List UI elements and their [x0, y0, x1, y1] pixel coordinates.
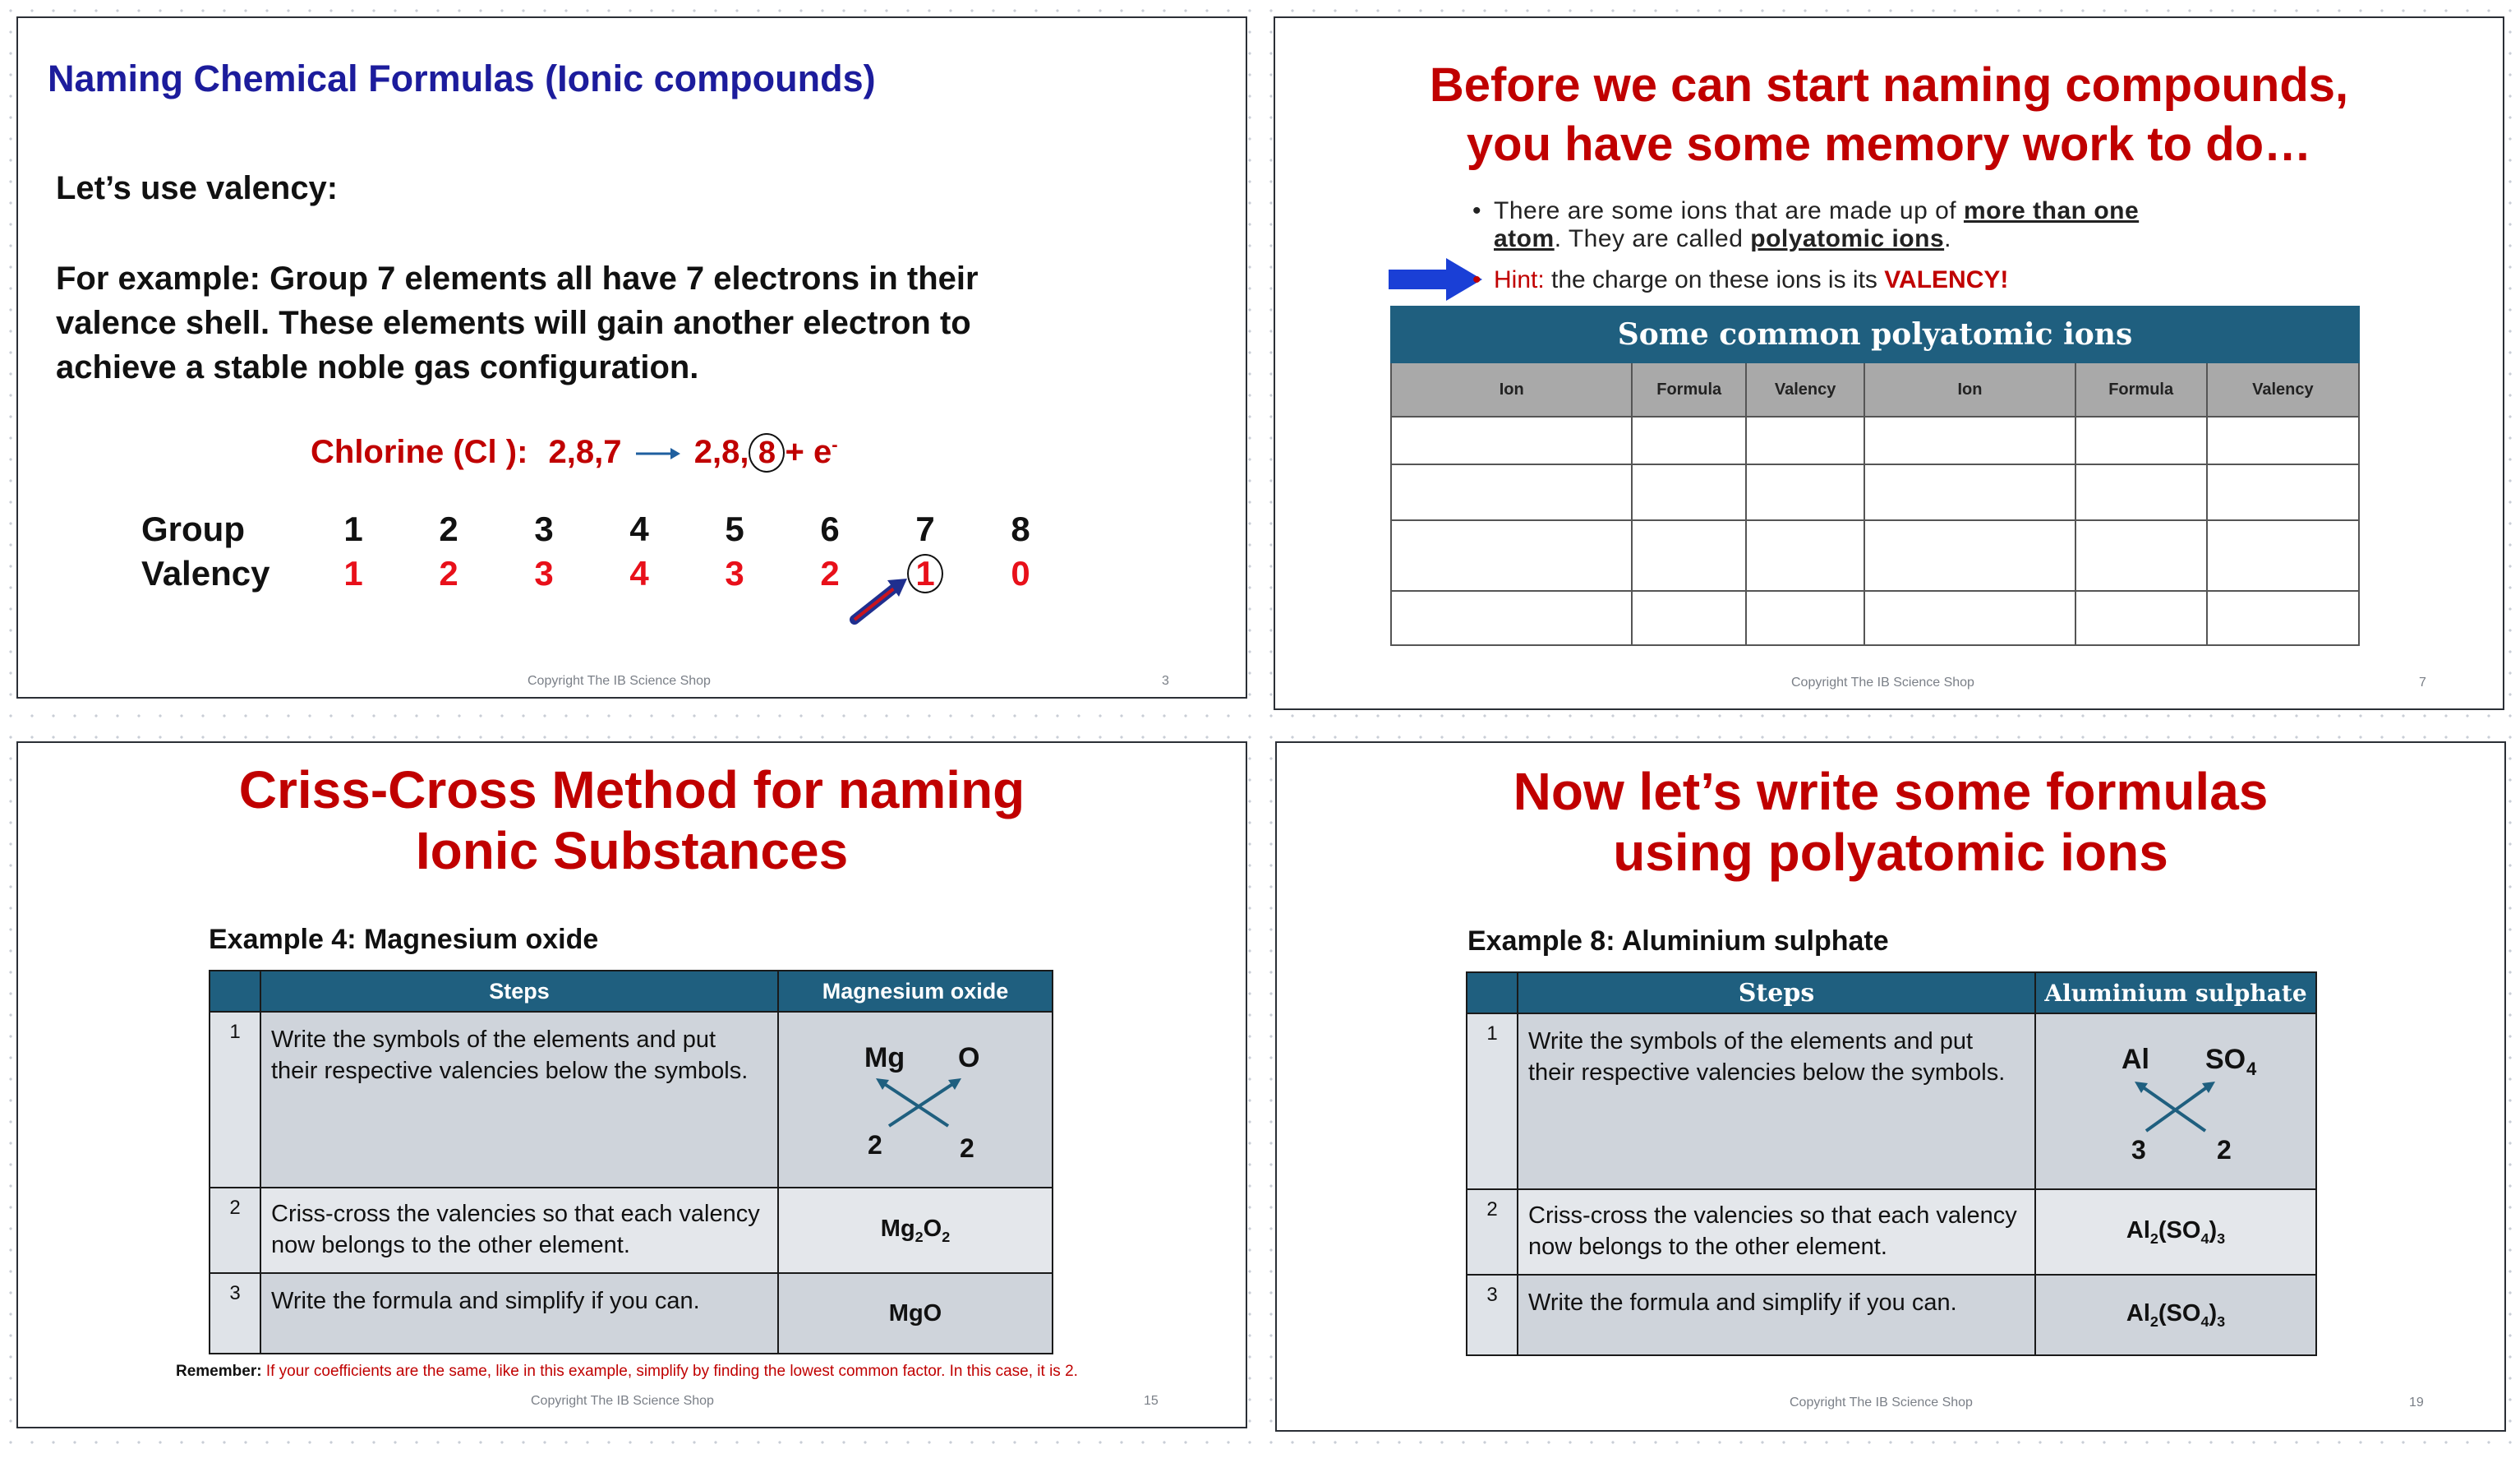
title-line: using polyatomic ions — [1613, 823, 2168, 882]
formula-part: O — [923, 1215, 942, 1242]
title-line: you have some memory work to do… — [1466, 118, 2312, 171]
body-line: valence shell. These elements will gain another electron to — [56, 305, 971, 341]
table-row — [1467, 1013, 2316, 1189]
table-cell[interactable] — [1391, 464, 1632, 520]
valency-label: Valency — [141, 554, 270, 593]
group-row — [141, 507, 1068, 551]
reaction-arrow-icon — [634, 444, 682, 464]
formula-subscript: 2 — [914, 1228, 924, 1245]
title-line: Now let’s write some formulas — [1513, 762, 2269, 821]
page-number: 3 — [1162, 674, 1169, 688]
bullet-text: . They are called — [1554, 225, 1751, 252]
step-number: 3 — [210, 1273, 260, 1354]
simplified-formula: MgO — [778, 1273, 1053, 1354]
step-number: 3 — [1467, 1275, 1518, 1355]
symbol-left: Al — [2121, 1044, 2149, 1075]
bullet-text: There are some ions that are made up of — [1494, 197, 1964, 224]
table-cell[interactable] — [2207, 464, 2359, 520]
column-header: Valency — [1746, 362, 1864, 417]
table-row — [210, 1012, 1053, 1188]
chlorine-config: 2,8,7 — [548, 434, 622, 470]
table-cell[interactable] — [1391, 591, 1632, 645]
valency-value: 0 — [1011, 554, 1030, 593]
table-title: Some common polyatomic ions — [1391, 307, 2359, 362]
hint-label: Hint: — [1494, 266, 1545, 293]
table-row — [1467, 1275, 2316, 1355]
intro-text: Let’s use valency: — [56, 170, 339, 206]
hint-text: the charge on these ions is its — [1544, 266, 1885, 293]
formula-subscript: 2 — [2149, 1313, 2158, 1330]
symbol-right-subscript: 4 — [2246, 1059, 2257, 1079]
bullet-text: . — [1944, 225, 1951, 252]
group-number: 6 — [820, 510, 840, 548]
bullet-dot-icon: • — [1472, 197, 1482, 224]
column-header: Formula — [1632, 362, 1746, 417]
header-blank — [210, 971, 260, 1012]
electron: + e — [785, 434, 832, 470]
chlorine-result: 2,8, — [693, 434, 749, 470]
body-line: achieve a stable noble gas configuration. — [56, 349, 699, 385]
table-row — [1391, 417, 2359, 464]
symbol-right: O — [958, 1042, 980, 1073]
symbol-right: SO — [2205, 1044, 2246, 1075]
formula-part: (SO — [2158, 1299, 2201, 1327]
page-number: 19 — [2409, 1396, 2424, 1410]
criss-cross-diagram — [778, 1012, 1053, 1188]
table-row — [1467, 1189, 2316, 1275]
emph-polyatomic: polyatomic ions — [1750, 225, 1945, 252]
formula-part: Al — [2126, 1299, 2150, 1327]
valency-row — [141, 551, 1068, 596]
circled-one: 1 — [907, 554, 943, 593]
group-number: 2 — [439, 510, 458, 548]
slide-title — [1275, 56, 2503, 174]
criss-cross-diagram — [2035, 1013, 2316, 1189]
step-text: Write the formula and simplify if you can. — [260, 1273, 778, 1354]
slide-title — [18, 759, 1246, 881]
criss-cross-arrows-icon — [2085, 1024, 2266, 1172]
title-line: Ionic Substances — [415, 821, 849, 880]
slide-7-polyatomic[interactable] — [1274, 16, 2504, 710]
table-cell[interactable] — [1864, 464, 2075, 520]
group-number: 7 — [915, 510, 935, 548]
table-cell[interactable] — [1864, 520, 2075, 591]
step-number: 1 — [210, 1012, 260, 1188]
step-text: Criss-cross the valencies so that each valency now belongs to the other element. — [1518, 1189, 2035, 1275]
pointer-arrow-icon — [848, 577, 914, 626]
valency-left: 2 — [868, 1130, 882, 1160]
copyright: Copyright The IB Science Shop — [527, 674, 711, 688]
hint-line — [1472, 266, 2009, 294]
table-cell[interactable] — [2207, 520, 2359, 591]
slide-15-criss-cross[interactable] — [16, 741, 1247, 1428]
formula-subscript: 4 — [2200, 1230, 2209, 1247]
body-text — [56, 256, 979, 390]
table-row — [1391, 591, 2359, 645]
remember-label: Remember: — [176, 1363, 262, 1380]
criss-cross-formula — [2035, 1189, 2316, 1275]
step-number: 1 — [1467, 1013, 1518, 1189]
table-cell[interactable] — [1391, 417, 1632, 464]
remember-text: If your coefficients are the same, like in this example, simplify by finding the lowest common factor. In this case, it is 2. — [261, 1363, 1078, 1380]
valency-right: 2 — [960, 1133, 974, 1163]
body-line: For example: Group 7 elements all have 7 electrons in their — [56, 261, 979, 297]
column-header: Ion — [1864, 362, 2075, 417]
hint-emphasis: VALENCY! — [1884, 266, 2009, 293]
polyatomic-ions-table — [1390, 306, 2360, 646]
circled-eight: 8 — [749, 433, 785, 473]
table-cell[interactable] — [1632, 417, 1746, 464]
valency-value: 4 — [629, 554, 649, 593]
table-cell[interactable] — [2075, 417, 2207, 464]
title-line: Criss-Cross Method for naming — [238, 760, 1025, 819]
title-line: Before we can start naming compounds, — [1429, 58, 2349, 112]
steps-table — [1466, 971, 2317, 1356]
valency-value: 2 — [439, 554, 458, 593]
table-cell[interactable] — [2207, 591, 2359, 645]
valency-value: 3 — [725, 554, 744, 593]
slide-19-polyatomic-formulas[interactable] — [1275, 741, 2506, 1432]
valency-value: 1 — [343, 554, 363, 593]
table-cell[interactable] — [1391, 520, 1632, 591]
chlorine-equation — [311, 433, 838, 473]
emph-atom: atom — [1494, 225, 1555, 252]
table-cell[interactable] — [1746, 417, 1864, 464]
bullet-dot-icon: • — [1472, 266, 1481, 293]
remember-note — [176, 1361, 1162, 1382]
table-cell[interactable] — [1864, 417, 2075, 464]
page-number: 15 — [1144, 1394, 1159, 1408]
slide-title: Naming Chemical Formulas (Ionic compounds) — [48, 58, 876, 99]
table-row — [1391, 520, 2359, 591]
valency-value: 2 — [820, 554, 840, 593]
valency-right: 2 — [2217, 1135, 2232, 1165]
valency-left: 3 — [2131, 1135, 2146, 1165]
table-cell[interactable] — [1632, 464, 1746, 520]
criss-cross-formula — [778, 1188, 1053, 1273]
table-header-row — [1467, 972, 2316, 1013]
valency-table — [141, 507, 1068, 596]
steps-table — [209, 970, 1053, 1354]
table-row — [210, 1273, 1053, 1354]
table-cell[interactable] — [2207, 417, 2359, 464]
chlorine-label: Chlorine (Cl ): — [311, 434, 528, 470]
criss-cross-arrows-icon — [833, 1022, 997, 1170]
step-number: 2 — [210, 1188, 260, 1273]
table-cell[interactable] — [1632, 591, 1746, 645]
table-cell[interactable] — [1864, 591, 2075, 645]
valency-value: 3 — [534, 554, 554, 593]
simplified-formula — [2035, 1275, 2316, 1355]
step-text: Criss-cross the valencies so that each valency now belongs to the other element. — [260, 1188, 778, 1273]
column-header: Ion — [1391, 362, 1632, 417]
table-header-row — [210, 971, 1053, 1012]
symbol-left: Mg — [864, 1042, 905, 1073]
table-row — [1391, 464, 2359, 520]
column-header: Magnesium oxide — [778, 971, 1053, 1012]
copyright: Copyright The IB Science Shop — [531, 1394, 714, 1408]
table-cell[interactable] — [2075, 464, 2207, 520]
formula-subscript: 2 — [942, 1228, 951, 1245]
formula-subscript: 4 — [2200, 1313, 2209, 1330]
group-number: 5 — [725, 510, 744, 548]
table-cell[interactable] — [1632, 520, 1746, 591]
table-header-row — [1391, 362, 2359, 417]
example-heading: Example 8: Aluminium sulphate — [1467, 925, 1889, 957]
group-number: 1 — [343, 510, 363, 548]
table-cell[interactable] — [1746, 464, 1864, 520]
formula-subscript: 3 — [2217, 1313, 2226, 1330]
group-label: Group — [141, 510, 245, 548]
column-header: Steps — [260, 971, 778, 1012]
table-cell[interactable] — [2075, 520, 2207, 591]
formula-part: Al — [2126, 1216, 2150, 1243]
example-heading: Example 4: Magnesium oxide — [209, 924, 599, 955]
formula-part: (SO — [2158, 1216, 2201, 1243]
table-cell[interactable] — [1746, 591, 1864, 645]
step-text: Write the symbols of the elements and put their respective valencies below the symbols. — [260, 1012, 778, 1188]
column-header: Aluminium sulphate — [2035, 972, 2316, 1013]
table-cell[interactable] — [2075, 591, 2207, 645]
column-header: Steps — [1518, 972, 2035, 1013]
group-number: 3 — [534, 510, 554, 548]
bullet-polyatomic — [1472, 197, 2315, 253]
formula-subscript: 3 — [2217, 1230, 2226, 1247]
group-number: 4 — [629, 510, 649, 548]
step-text: Write the formula and simplify if you can. — [1518, 1275, 2035, 1355]
column-header: Valency — [2207, 362, 2359, 417]
table-row — [210, 1188, 1053, 1273]
slide-3-valency[interactable] — [16, 16, 1247, 699]
column-header: Formula — [2075, 362, 2207, 417]
electron-charge: - — [832, 434, 838, 455]
group-number: 8 — [1011, 510, 1030, 548]
formula-part: ) — [2209, 1299, 2218, 1327]
slide-title — [1277, 761, 2504, 883]
page-number: 7 — [2419, 676, 2426, 690]
copyright: Copyright The IB Science Shop — [1791, 676, 1974, 690]
formula-subscript: 2 — [2149, 1230, 2158, 1247]
copyright: Copyright The IB Science Shop — [1790, 1396, 1973, 1410]
step-text: Write the symbols of the elements and put their respective valencies below the symbols. — [1518, 1013, 2035, 1189]
emph-more-than-one: more than one — [1963, 197, 2140, 224]
step-number: 2 — [1467, 1189, 1518, 1275]
table-cell[interactable] — [1746, 520, 1864, 591]
formula-part: ) — [2209, 1216, 2218, 1243]
header-blank — [1467, 972, 1518, 1013]
formula-part: Mg — [880, 1215, 915, 1242]
